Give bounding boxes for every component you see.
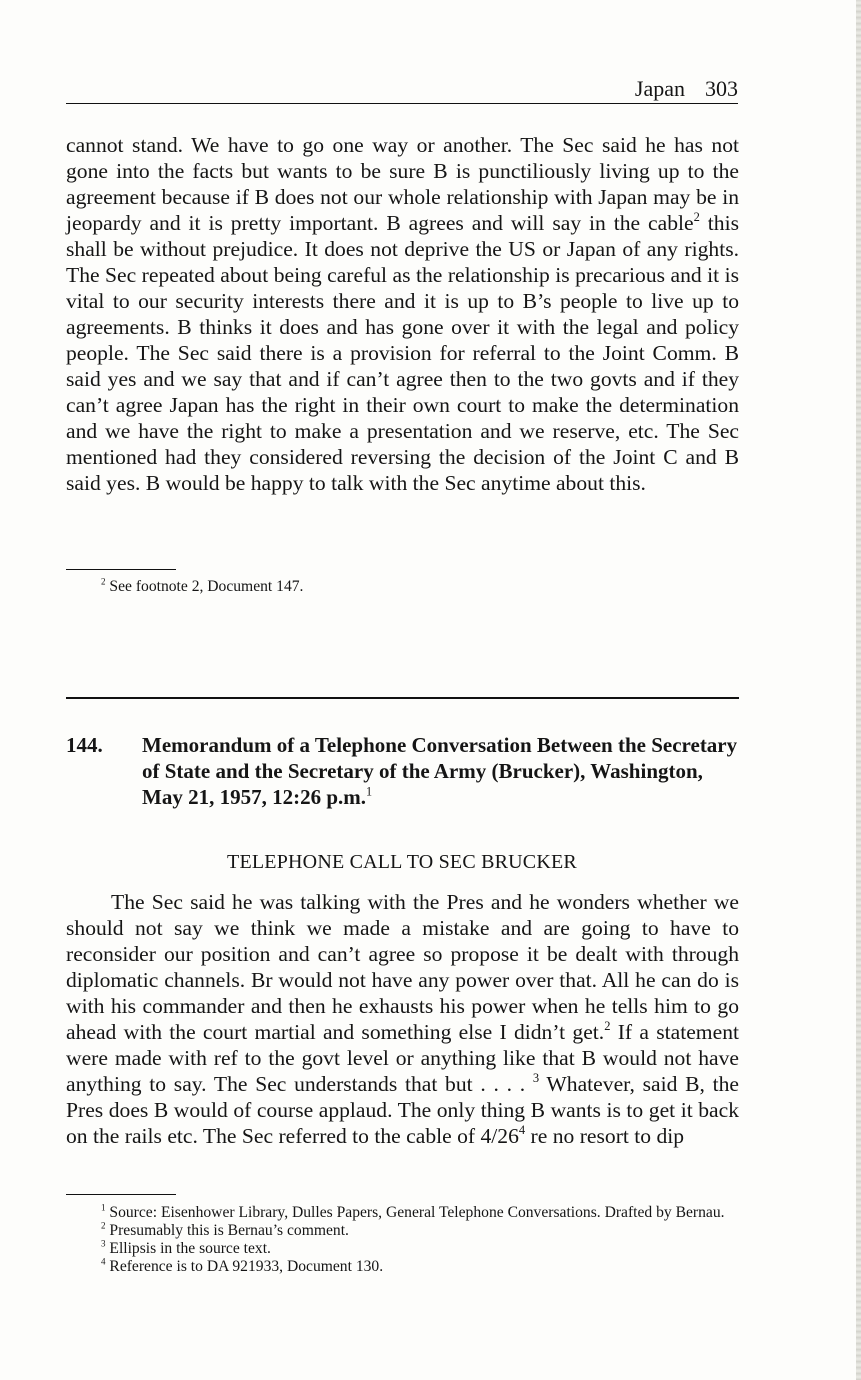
- footnote-text: Reference is to DA 921933, Document 130.: [105, 1258, 384, 1275]
- document-paragraph: [66, 889, 739, 1149]
- footnote-text: Presumably this is Bernau’s comment.: [105, 1222, 349, 1239]
- running-head: [66, 76, 738, 104]
- paragraph-text: Whatever, said B, the Pres does B would of course applaud. The only thing B wants is to get it back on the rails etc. The Sec referred to the cable of 4/26: [66, 1072, 739, 1148]
- running-head-title: Japan: [634, 76, 685, 101]
- footnote-marker: 3: [101, 1238, 106, 1249]
- footnote-text: Ellipsis in the source text.: [105, 1240, 271, 1257]
- footnote: [66, 1258, 738, 1276]
- footnote-marker: 4: [101, 1256, 106, 1267]
- document-subheading: TELEPHONE CALL TO SEC BRUCKER: [227, 851, 577, 873]
- footnote: [66, 1240, 738, 1258]
- document-separator-rule: [66, 697, 739, 699]
- footnote-ref: 2: [604, 1019, 611, 1034]
- footnote-ref: 4: [518, 1123, 526, 1138]
- footnote-text: See footnote 2, Document 147.: [105, 578, 304, 595]
- page-number: 303: [705, 76, 738, 101]
- footnote-rule: [66, 569, 176, 570]
- footnote-marker: 1: [101, 1202, 106, 1213]
- paragraph-text: The Sec said he was talking with the Pres and he wonders whether we should not say we think we made a mistake and are going to have to reconsider our position and can’t agree so propose it be dealt with through diplomatic channels. Br would not have any power over that. All he can do is with his commander and then he exhausts his power when he tells him to go ahead with the court martial and something else I didn’t get.: [66, 890, 739, 1044]
- page-edge: [856, 0, 861, 1380]
- document-title-text: Memorandum of a Telephone Conversation Between the Secretary of State and the Secretary of the Army (Brucker), Washington, May 21, 1957, 12:26 p.m.: [142, 733, 738, 809]
- document-heading: [66, 732, 738, 810]
- footnote: [66, 1222, 738, 1240]
- document-title: [142, 732, 738, 810]
- paragraph-text: re no resort to dip: [525, 1124, 685, 1148]
- paragraph-text: cannot stand. We have to go one way or another. The Sec said he has not gone into the facts but wants to be sure B is punctiliously living up to the agreement because if B does not our whole relationship with Japan may be in jeopardy and it is pretty important. B agrees and will say in the cable: [66, 133, 739, 235]
- footnote: [66, 1204, 738, 1222]
- footnote-marker: 2: [101, 576, 106, 587]
- footnote-ref: 1: [366, 784, 373, 799]
- footnote-ref: 2: [693, 210, 700, 225]
- footnote-text: Source: Eisenhower Library, Dulles Papers, General Telephone Conversations. Drafted by Bernau.: [105, 1204, 725, 1221]
- continued-paragraph: [66, 132, 739, 496]
- footnote-marker: 2: [101, 1220, 106, 1231]
- footnotes: [66, 1204, 738, 1276]
- footnote: [66, 578, 738, 596]
- paragraph-text: this shall be without prejudice. It does not deprive the US or Japan of any rights. The Sec repeated about being careful as the relationship is precarious and it is vital to our security interests there and it is up to B’s people to live up to agreements. B thinks it does and has gone over it with the legal and policy people. The Sec said there is a provision for referral to the Joint Comm. B said yes and we say that and if can’t agree then to the two govts and if they can’t agree Japan has the right in their own court to make the determination and we have the right to make a presentation and we reserve, etc. The Sec mentioned had they considered reversing the decision of the Joint C and B said yes. B would be happy to talk with the Sec anytime about this.: [66, 211, 739, 495]
- footnote-rule: [66, 1194, 176, 1195]
- paragraph-text: If a statement were made with ref to the govt level or anything like that B would not have anything to say. The Sec understands that but . . . .: [66, 1020, 739, 1096]
- document-number: 144.: [66, 733, 103, 757]
- footnote-ref: 3: [532, 1071, 540, 1086]
